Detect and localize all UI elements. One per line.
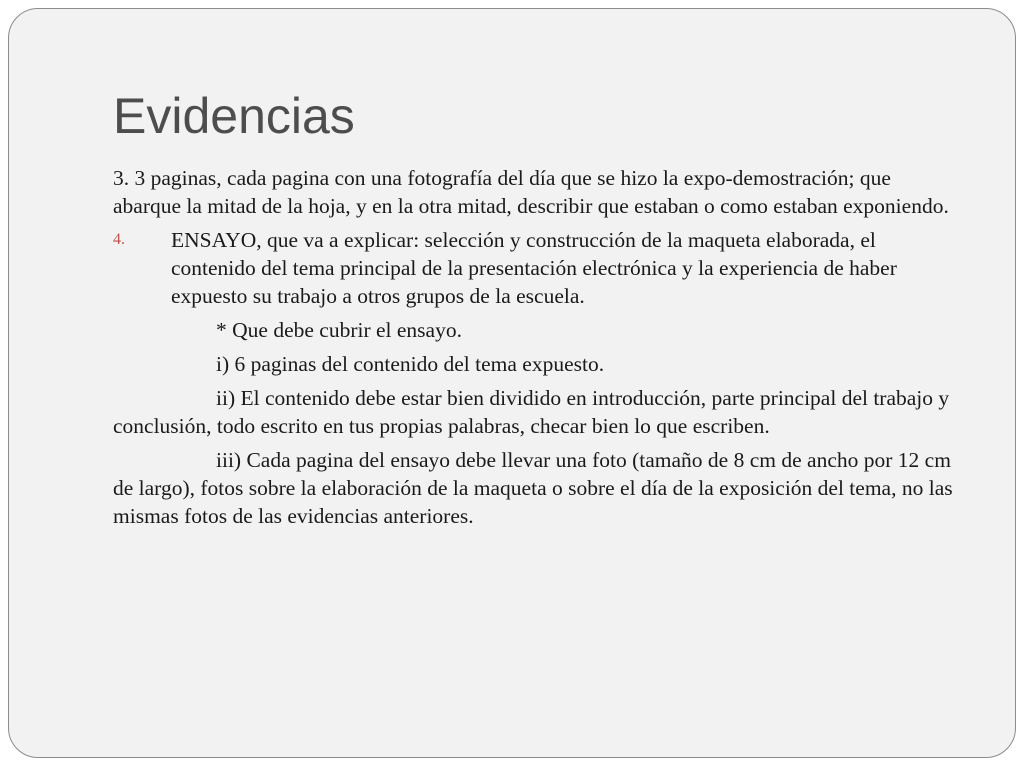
paragraph-evidence-3: 3. 3 paginas, cada pagina con una fotografía del día que se hizo la expo-demostración; que abarque la mitad de la hoja, y en la otra mitad, describir que estaban o como estaban exponiendo. (113, 166, 949, 218)
paragraph-point-iii-text: iii) Cada pagina del ensayo debe llevar una foto (tamaño de 8 cm de ancho por 12 cm de largo), fotos sobre la elaboración de la maqueta o sobre el día de la exposición del tema, no las mismas fotos de las evidencias anteriores. (113, 448, 953, 528)
paragraph-point-ii-text: ii) El contenido debe estar bien dividido en introducción, parte principal del trabajo y conclusión, todo escrito en tus propias palabras, checar bien lo que escriben. (113, 386, 950, 438)
paragraph-point-i: i) 6 paginas del contenido del tema expuesto. (216, 352, 605, 376)
slide-title: Evidencias (113, 88, 355, 144)
paragraph-cover-heading: * Que debe cubrir el ensayo. (216, 318, 462, 342)
list-number-4: 4. (113, 231, 125, 248)
slide-content (113, 164, 963, 536)
paragraph-point-iii (113, 446, 963, 530)
list-item-4 (113, 226, 963, 310)
paragraph-point-ii (113, 384, 963, 440)
list-item-4-text: ENSAYO, que va a explicar: selección y construcción de la maqueta elaborada, el contenido del tema principal de la presentación electrónica y la experiencia de haber expuesto su trabajo a otros grupos de la escuela. (171, 228, 897, 308)
